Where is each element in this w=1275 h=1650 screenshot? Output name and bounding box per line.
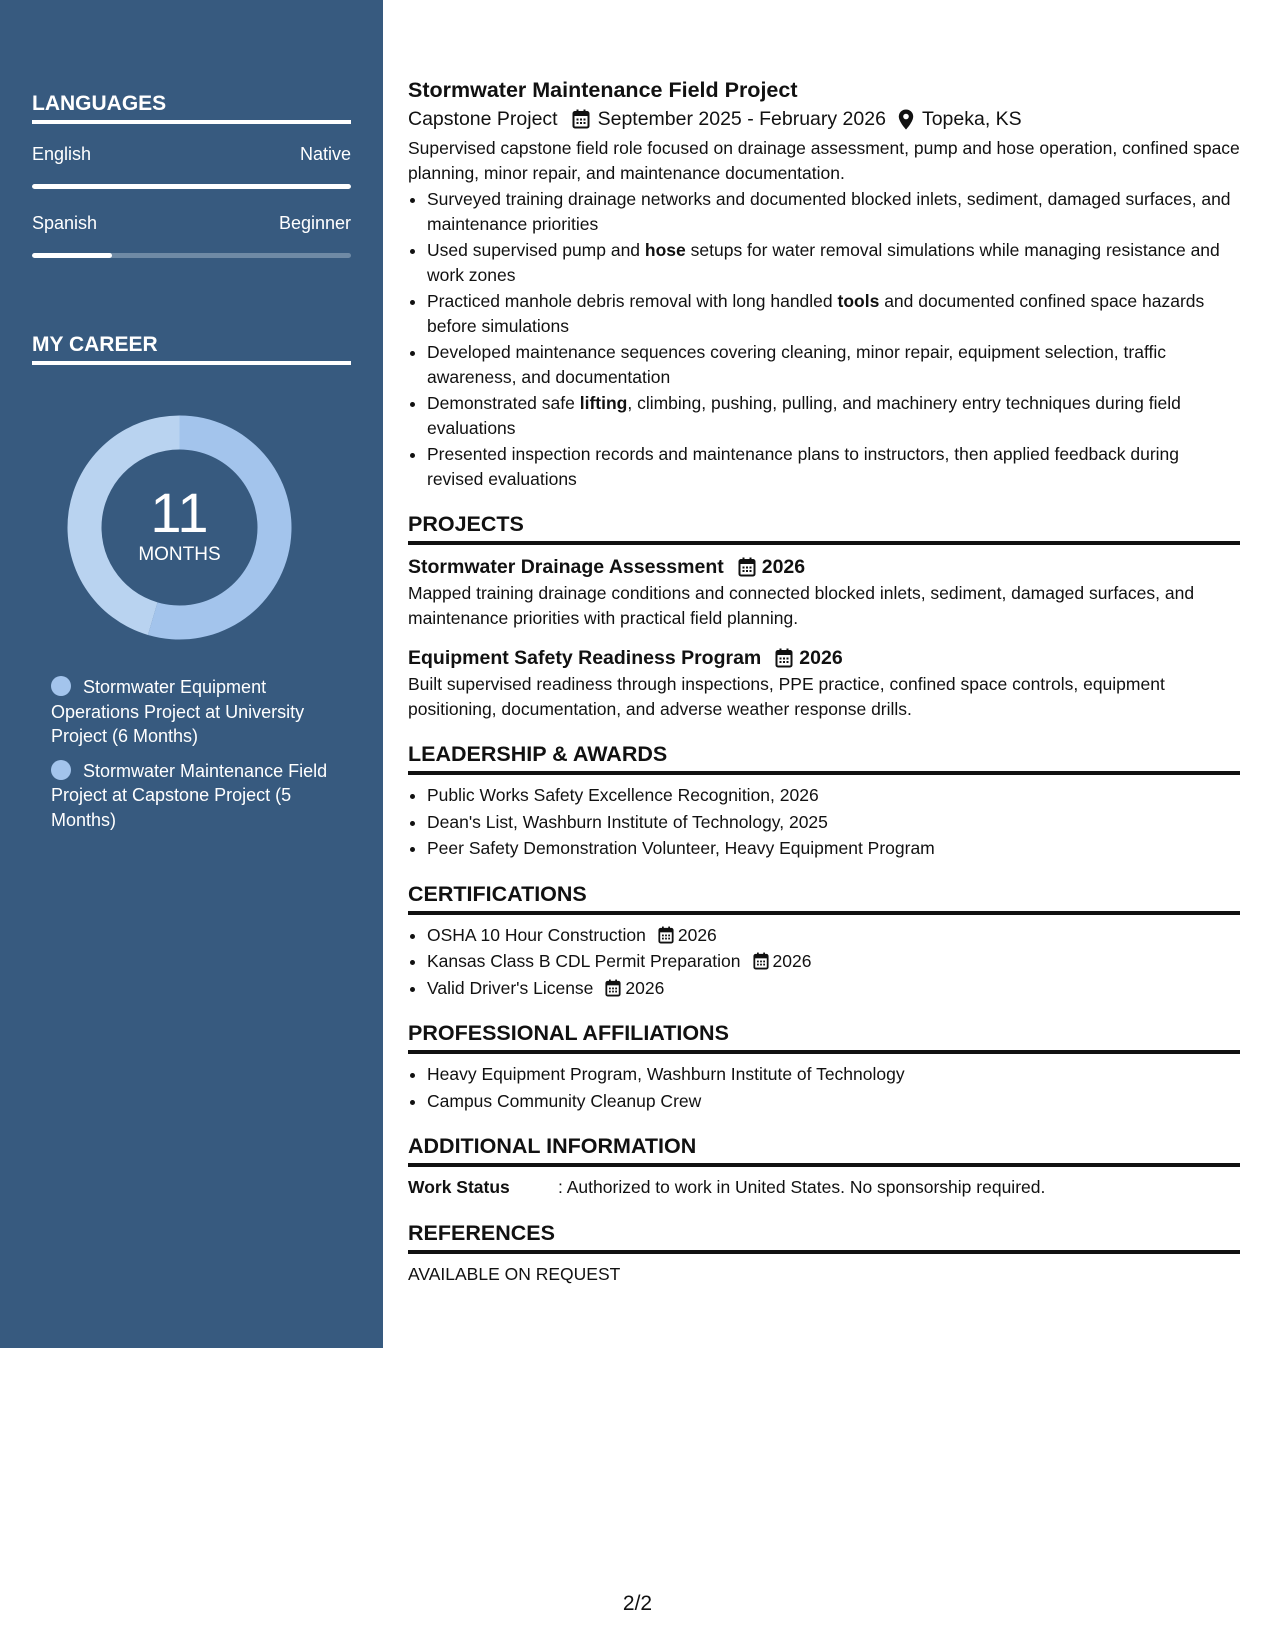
certifications-list (408, 923, 1240, 1001)
career-heading: MY CAREER (32, 333, 351, 365)
projects-heading: PROJECTS (408, 511, 1240, 545)
leadership-heading: LEADERSHIP & AWARDS (408, 741, 1240, 775)
job-location: Topeka, KS (921, 108, 1022, 130)
career-list (51, 675, 341, 842)
languages-heading: LANGUAGES (32, 92, 351, 124)
calendar-icon (738, 557, 756, 577)
certifications-heading: CERTIFICATIONS (408, 881, 1240, 915)
language-bar-spanish (32, 253, 351, 258)
certification-item: • Kansas Class B CDL Permit Preparation 2026 (427, 949, 1240, 974)
job-bullets (408, 187, 1240, 491)
language-level: Native (299, 144, 351, 164)
calendar-icon (775, 648, 793, 668)
affiliations-list (408, 1062, 1240, 1113)
job-bullet: • Presented inspection records and maintenance plans to instructors, then applied feedback during revised evaluations (427, 442, 1240, 491)
calendar-icon (753, 952, 769, 970)
work-status-label: Work Status (408, 1177, 510, 1197)
language-bar-fill (32, 184, 351, 189)
language-row-spanish (32, 213, 351, 234)
leadership-item: • Peer Safety Demonstration Volunteer, Heavy Equipment Program (427, 836, 1240, 861)
job-bullet: • Developed maintenance sequences covering cleaning, minor repair, equipment selection, traffic awareness, and documentation (427, 340, 1240, 389)
project-description: Mapped training drainage conditions and connected blocked inlets, sediment, damaged surfaces, and maintenance priorities with practical field planning. (408, 583, 1195, 628)
project-year: 2026 (761, 556, 806, 578)
language-name: Spanish (32, 213, 98, 233)
bullet-dot-icon (51, 760, 71, 780)
work-status-row (408, 1175, 1240, 1200)
affiliations-heading: PROFESSIONAL AFFILIATIONS (408, 1020, 1240, 1054)
language-bar-english (32, 184, 351, 189)
affiliation-item: • Campus Community Cleanup Crew (427, 1089, 1240, 1114)
language-name: English (32, 144, 92, 164)
certification-item: • OSHA 10 Hour Construction 2026 (427, 923, 1240, 948)
work-status-value: : Authorized to work in United States. No sponsorship required. (558, 1177, 1046, 1197)
references-heading: REFERENCES (408, 1220, 1240, 1254)
career-item: Stormwater Equipment Operations Project at University Project (6 Months) (51, 677, 305, 746)
references-text: AVAILABLE ON REQUEST (408, 1263, 621, 1284)
certification-year: 2026 (625, 977, 665, 998)
job-bullet: • Surveyed training drainage networks and documented blocked inlets, sediment, damaged surfaces, and maintenance priorities (427, 187, 1240, 236)
calendar-icon (572, 109, 590, 129)
project-year: 2026 (799, 647, 843, 669)
bullet-dot-icon (51, 676, 71, 696)
language-level: Beginner (278, 213, 351, 233)
certification-year: 2026 (677, 924, 717, 945)
certification-item: • Valid Driver's License 2026 (427, 976, 1240, 1001)
job-bullet: • Demonstrated safe lifting, climbing, pushing, pulling, and machinery entry techniques during field evaluations (427, 391, 1240, 440)
project-title: Stormwater Drainage Assessment 2026 (408, 553, 1240, 581)
career-total-unit: MONTHS (138, 543, 221, 565)
affiliation-item: • Heavy Equipment Program, Washburn Institute of Technology (427, 1062, 1240, 1087)
calendar-icon (605, 979, 621, 997)
job-summary: Supervised capstone field role focused on drainage assessment, pump and hose operation, confined space planning, minor repair, and maintenance documentation. (408, 138, 1240, 183)
sidebar (0, 0, 383, 1348)
job-org: Capstone Project (408, 108, 558, 130)
location-pin-icon (898, 109, 914, 130)
language-row-english (32, 144, 351, 165)
certification-year: 2026 (772, 951, 812, 971)
career-total-value: 11 (150, 480, 209, 544)
career-donut-label (67, 415, 292, 640)
career-donut (67, 415, 292, 640)
job-meta (408, 104, 1240, 134)
leadership-item: • Dean's List, Washburn Institute of Technology, 2025 (427, 810, 1240, 835)
project-description: Built supervised readiness through inspections, PPE practice, confined space controls, equipment positioning, documentation, and adverse weather response drills. (408, 674, 1165, 719)
job-bullet: • Used supervised pump and hose setups for water removal simulations while managing resistance and work zones (427, 238, 1240, 287)
page-number: 2/2 (622, 1592, 653, 1615)
leadership-list (408, 783, 1240, 861)
calendar-icon (658, 926, 674, 944)
job-dates: September 2025 - February 2026 (597, 108, 886, 130)
main-content (408, 76, 1240, 1286)
additional-heading: ADDITIONAL INFORMATION (408, 1133, 1240, 1167)
project-title: Equipment Safety Readiness Program 2026 (408, 644, 1240, 672)
leadership-item: • Public Works Safety Excellence Recognition, 2026 (427, 783, 1240, 808)
job-bullet: • Practiced manhole debris removal with long handled tools and documented confined space hazards before simulations (427, 289, 1240, 338)
language-bar-fill (32, 253, 112, 258)
career-item: Stormwater Maintenance Field Project at Capstone Project (5 Months) (51, 760, 328, 830)
job-title: Stormwater Maintenance Field Project (408, 78, 798, 102)
